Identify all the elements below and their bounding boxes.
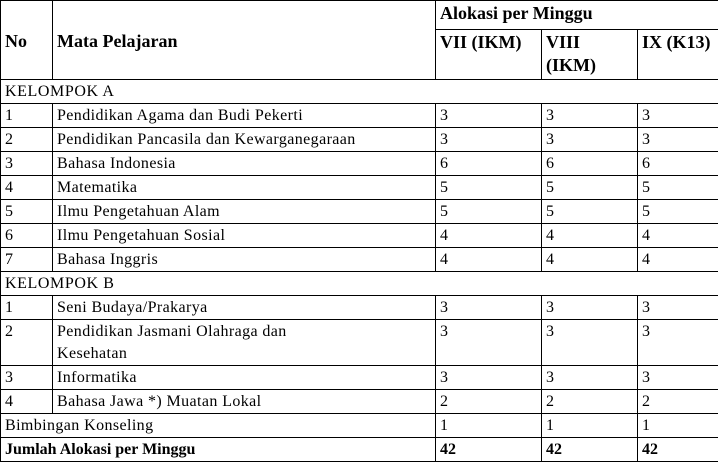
row-subject: Seni Budaya/Prakarya [53,296,436,320]
row-no: 1 [1,296,53,320]
row-vii: 3 [436,320,542,366]
row-no: 1 [1,104,53,128]
row-no: 4 [1,176,53,200]
table-row [1,200,718,224]
group-header-row [1,80,718,104]
total-label: Jumlah Alokasi per Minggu [1,438,436,462]
table-row [1,224,718,248]
table-row [1,366,718,390]
row-subject: Ilmu Pengetahuan Sosial [53,224,436,248]
row-vii: 4 [436,224,542,248]
row-viii: 3 [542,320,638,366]
row-ix: 3 [638,104,718,128]
table-row [1,248,718,272]
row-vii: 5 [436,176,542,200]
total-row [1,438,718,462]
row-no: 6 [1,224,53,248]
row-viii: 3 [542,366,638,390]
row-viii: 4 [542,224,638,248]
row-vii: 4 [436,248,542,272]
total-ix: 42 [638,438,718,462]
row-ix: 4 [638,248,718,272]
row-viii: 3 [542,104,638,128]
table-row [1,320,718,366]
row-no: 4 [1,390,53,414]
row-no: 5 [1,200,53,224]
table-row [1,296,718,320]
counseling-row [1,414,718,438]
row-vii: 3 [436,104,542,128]
header-grade-vii: VII (IKM) [436,30,542,80]
counseling-label: Bimbingan Konseling [1,414,436,438]
counseling-vii: 1 [436,414,542,438]
row-subject: Matematika [53,176,436,200]
row-no: 7 [1,248,53,272]
row-no: 2 [1,128,53,152]
row-no: 2 [1,320,53,366]
row-vii: 6 [436,152,542,176]
row-subject: Pendidikan Agama dan Budi Pekerti [53,104,436,128]
row-subject: Bahasa Indonesia [53,152,436,176]
total-vii: 42 [436,438,542,462]
row-no: 3 [1,366,53,390]
table-row [1,104,718,128]
row-ix: 2 [638,390,718,414]
row-viii: 5 [542,176,638,200]
total-viii: 42 [542,438,638,462]
header-grade-ix: IX (K13) [638,30,718,80]
header-grade-viii: VIII (IKM) [542,30,638,80]
row-ix: 5 [638,200,718,224]
row-viii: 3 [542,128,638,152]
table-row [1,152,718,176]
row-viii: 6 [542,152,638,176]
row-viii: 2 [542,390,638,414]
counseling-viii: 1 [542,414,638,438]
row-vii: 3 [436,366,542,390]
row-ix: 4 [638,224,718,248]
header-no: No [1,1,53,80]
row-viii: 4 [542,248,638,272]
row-subject: Bahasa Jawa *) Muatan Lokal [53,390,436,414]
table-row [1,176,718,200]
row-vii: 2 [436,390,542,414]
row-viii: 5 [542,200,638,224]
row-subject: Informatika [53,366,436,390]
row-viii: 3 [542,296,638,320]
row-ix: 3 [638,128,718,152]
header-row [1,1,718,30]
row-ix: 3 [638,296,718,320]
row-ix: 5 [638,176,718,200]
row-subject: Bahasa Inggris [53,248,436,272]
row-subject: Pendidikan Jasmani Olahraga dan Kesehatan [53,320,436,366]
header-allocation: Alokasi per Minggu [436,1,718,30]
table-row [1,390,718,414]
row-no: 3 [1,152,53,176]
row-vii: 5 [436,200,542,224]
group-header-row [1,272,718,296]
header-subject: Mata Pelajaran [53,1,436,80]
group-title: KELOMPOK A [1,80,718,104]
row-subject: Pendidikan Pancasila dan Kewarganegaraan [53,128,436,152]
table-row [1,128,718,152]
row-ix: 3 [638,366,718,390]
row-vii: 3 [436,296,542,320]
counseling-ix: 1 [638,414,718,438]
group-title: KELOMPOK B [1,272,718,296]
row-vii: 3 [436,128,542,152]
row-subject: Ilmu Pengetahuan Alam [53,200,436,224]
row-ix: 6 [638,152,718,176]
row-ix: 3 [638,320,718,366]
